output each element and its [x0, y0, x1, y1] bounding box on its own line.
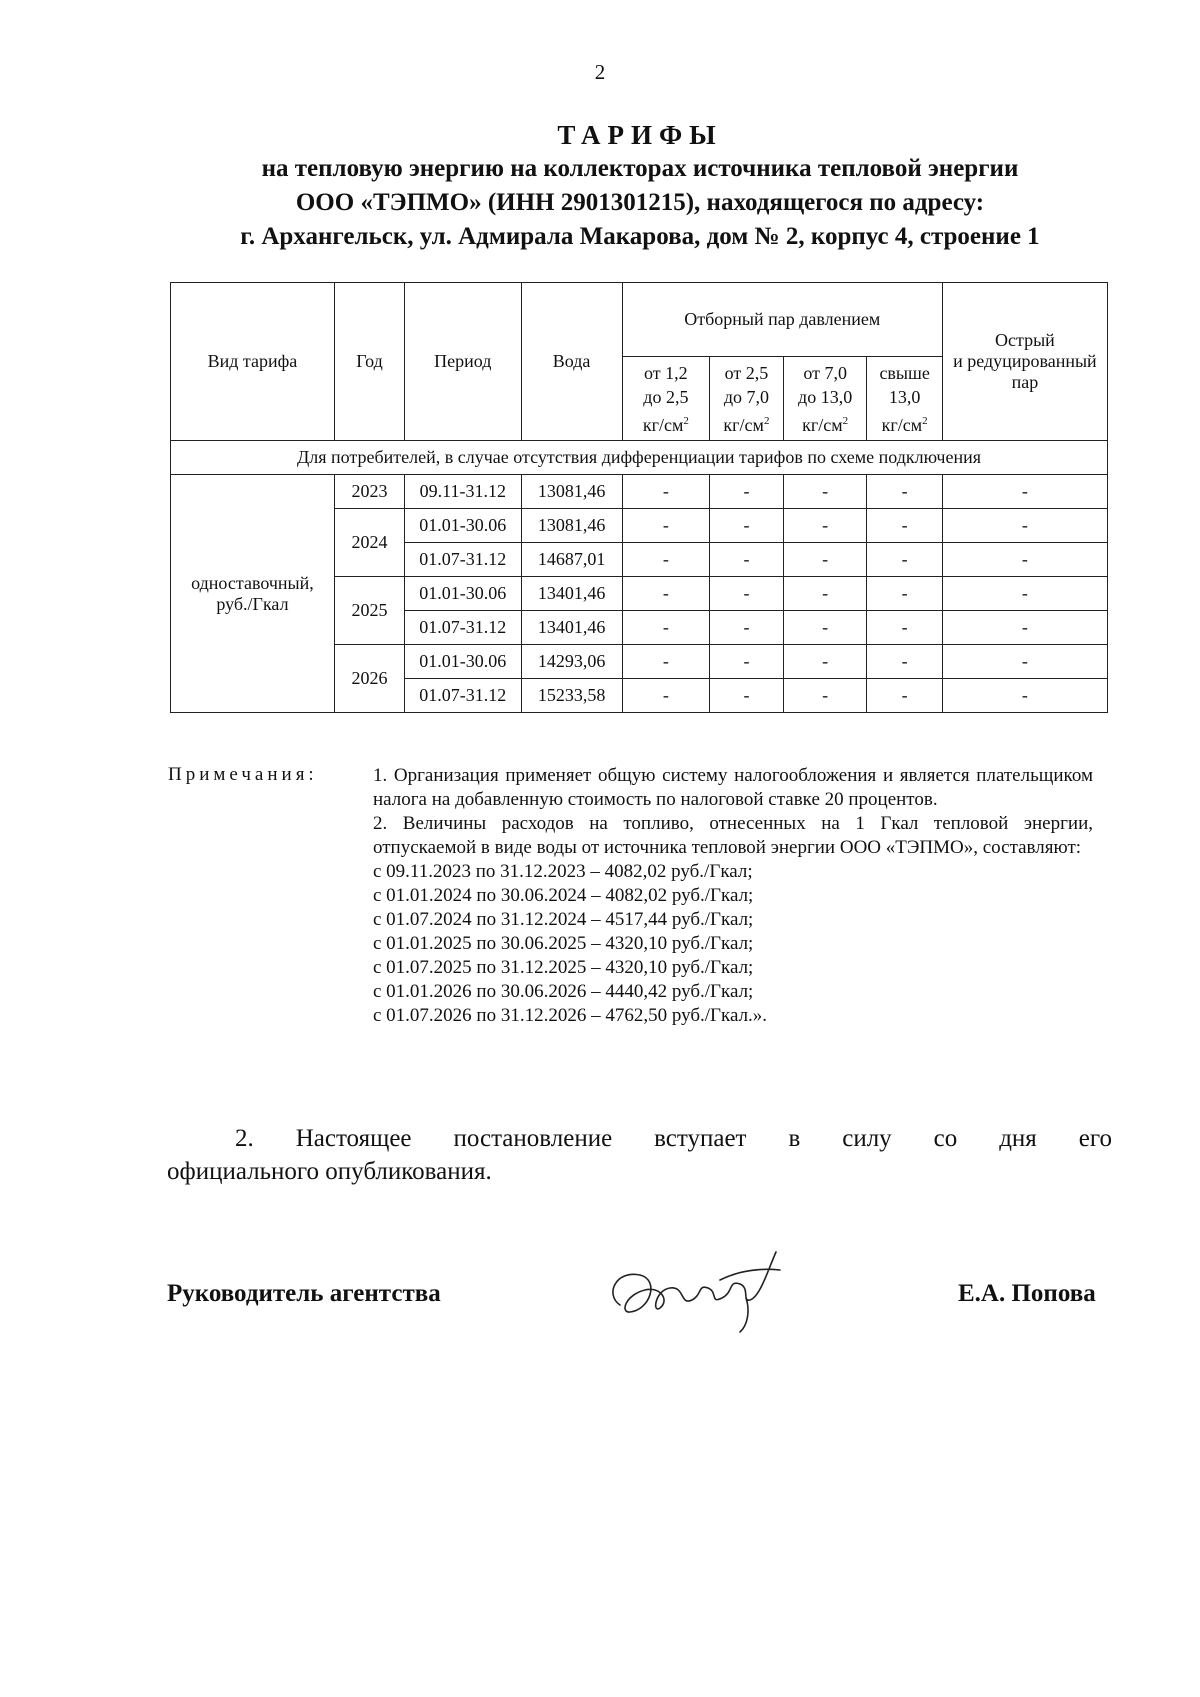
- fuel-cost-line: с 01.07.2024 по 31.12.2024 – 4517,44 руб./Гкал;: [373, 909, 754, 930]
- period-cell: 01.07-31.12: [405, 543, 521, 577]
- dash-cell: -: [783, 475, 867, 509]
- dash-cell: -: [942, 645, 1107, 679]
- year-cell: 2026: [334, 645, 404, 713]
- dash-cell: -: [622, 475, 709, 509]
- fuel-cost-line: с 01.07.2026 по 31.12.2026 – 4762,50 руб./Гкал.».: [373, 1005, 768, 1026]
- header-ostry-line2: и редуцированный: [953, 351, 1097, 371]
- dash-cell: -: [783, 611, 867, 645]
- notes-block: [373, 764, 1093, 1028]
- voda-cell: 13401,46: [521, 577, 622, 611]
- title-heading: ТАРИФЫ: [557, 120, 723, 150]
- period-cell: 01.01-30.06: [405, 509, 521, 543]
- dash-cell: -: [622, 577, 709, 611]
- header-pressure-2: от 2,5 до 7,0 $кг/см^2$: [710, 357, 784, 441]
- tariff-type-cell: одноставочный, руб./Гкал: [171, 475, 335, 713]
- dash-cell: -: [867, 679, 942, 713]
- dash-cell: -: [942, 475, 1107, 509]
- notes-label: Примечания:: [168, 764, 318, 785]
- table-row: [171, 475, 1108, 509]
- dash-cell: -: [710, 679, 784, 713]
- dash-cell: -: [942, 543, 1107, 577]
- dash-cell: -: [622, 543, 709, 577]
- dash-cell: -: [942, 679, 1107, 713]
- dash-cell: -: [942, 509, 1107, 543]
- voda-cell: 15233,58: [521, 679, 622, 713]
- note-2: 2. Величины расходов на топливо, отнесенных на 1 Гкал тепловой энергии, отпускаемой в виде воды от источника тепловой энергии ООО «ТЭПМО», составляют:: [373, 813, 1093, 858]
- dash-cell: -: [622, 679, 709, 713]
- dash-cell: -: [867, 577, 942, 611]
- signatory-position: Руководитель агентства: [167, 1280, 441, 1307]
- period-cell: 01.01-30.06: [405, 645, 521, 679]
- fuel-cost-line: с 01.01.2025 по 30.06.2025 – 4320,10 руб./Гкал;: [373, 933, 754, 954]
- dash-cell: -: [622, 611, 709, 645]
- voda-cell: 13081,46: [521, 509, 622, 543]
- voda-cell: 14293,06: [521, 645, 622, 679]
- dash-cell: -: [867, 611, 942, 645]
- dash-cell: -: [867, 475, 942, 509]
- dash-cell: -: [867, 645, 942, 679]
- dash-cell: -: [710, 543, 784, 577]
- note-1: 1. Организация применяет общую систему налогообложения и является плательщиком налога на добавленную стоимость по налоговой ставке 20 процентов.: [373, 765, 1093, 810]
- header-ostry-line1: Острый: [995, 330, 1055, 350]
- voda-cell: 13081,46: [521, 475, 622, 509]
- title-line-2: на тепловую энергию на коллекторах источника тепловой энергии: [261, 155, 1019, 182]
- year-cell: 2024: [334, 509, 404, 577]
- period-cell: 09.11-31.12: [405, 475, 521, 509]
- header-ostry-par: [942, 283, 1107, 441]
- header-god: Год: [334, 283, 404, 441]
- year-cell: 2023: [334, 475, 404, 509]
- dash-cell: -: [783, 645, 867, 679]
- document-title: [150, 118, 1130, 254]
- dash-cell: -: [710, 611, 784, 645]
- dash-cell: -: [783, 543, 867, 577]
- year-cell: 2025: [334, 577, 404, 645]
- header-otborny-par: Отборный пар давлением: [622, 283, 942, 357]
- fuel-cost-line: с 01.01.2026 по 30.06.2026 – 4440,42 руб./Гкал;: [373, 981, 754, 1002]
- decree-line-1: 2. Настоящее постановление вступает в силу со дня его: [235, 1125, 1112, 1152]
- period-cell: 01.01-30.06: [405, 577, 521, 611]
- period-cell: 01.07-31.12: [405, 611, 521, 645]
- header-pressure-1: от 1,2 до 2,5 $кг/см^2$: [622, 357, 709, 441]
- header-voda: Вода: [521, 283, 622, 441]
- dash-cell: -: [867, 509, 942, 543]
- decree-paragraph: [167, 1122, 1112, 1188]
- header-vid-tarifa: Вид тарифа: [171, 283, 335, 441]
- dash-cell: -: [710, 645, 784, 679]
- voda-cell: 13401,46: [521, 611, 622, 645]
- header-period: Период: [405, 283, 521, 441]
- dash-cell: -: [942, 611, 1107, 645]
- dash-cell: -: [710, 577, 784, 611]
- page-number: 2: [594, 60, 606, 84]
- signatory-name: Е.А. Попова: [958, 1280, 1096, 1307]
- fuel-cost-line: с 09.11.2023 по 31.12.2023 – 4082,02 руб./Гкал;: [373, 861, 753, 882]
- fuel-cost-line: с 01.01.2024 по 30.06.2024 – 4082,02 руб./Гкал;: [373, 885, 754, 906]
- handwritten-signature: [600, 1240, 790, 1340]
- header-ostry-line3: пар: [1011, 372, 1039, 392]
- voda-cell: 14687,01: [521, 543, 622, 577]
- dash-cell: -: [942, 577, 1107, 611]
- dash-cell: -: [867, 543, 942, 577]
- header-pressure-3: от 7,0 до 13,0 $кг/см^2$: [783, 357, 867, 441]
- dash-cell: -: [783, 509, 867, 543]
- title-line-3: ООО «ТЭПМО» (ИНН 2901301215), находящегося по адресу:: [295, 189, 985, 216]
- fuel-cost-line: с 01.07.2025 по 31.12.2025 – 4320,10 руб./Гкал;: [373, 957, 754, 978]
- dash-cell: -: [710, 475, 784, 509]
- dash-cell: -: [622, 645, 709, 679]
- dash-cell: -: [622, 509, 709, 543]
- header-pressure-4: свыше 13,0 $кг/см^2$: [867, 357, 942, 441]
- dash-cell: -: [783, 679, 867, 713]
- decree-line-2: официального опубликования.: [167, 1158, 492, 1185]
- dash-cell: -: [783, 577, 867, 611]
- section-label: Для потребителей, в случае отсутствия дифференциации тарифов по схеме подключения: [171, 441, 1108, 475]
- dash-cell: -: [710, 509, 784, 543]
- tariff-table: [170, 282, 1108, 713]
- title-line-4: г. Архангельск, ул. Адмирала Макарова, дом № 2, корпус 4, строение 1: [240, 223, 1040, 250]
- period-cell: 01.07-31.12: [405, 679, 521, 713]
